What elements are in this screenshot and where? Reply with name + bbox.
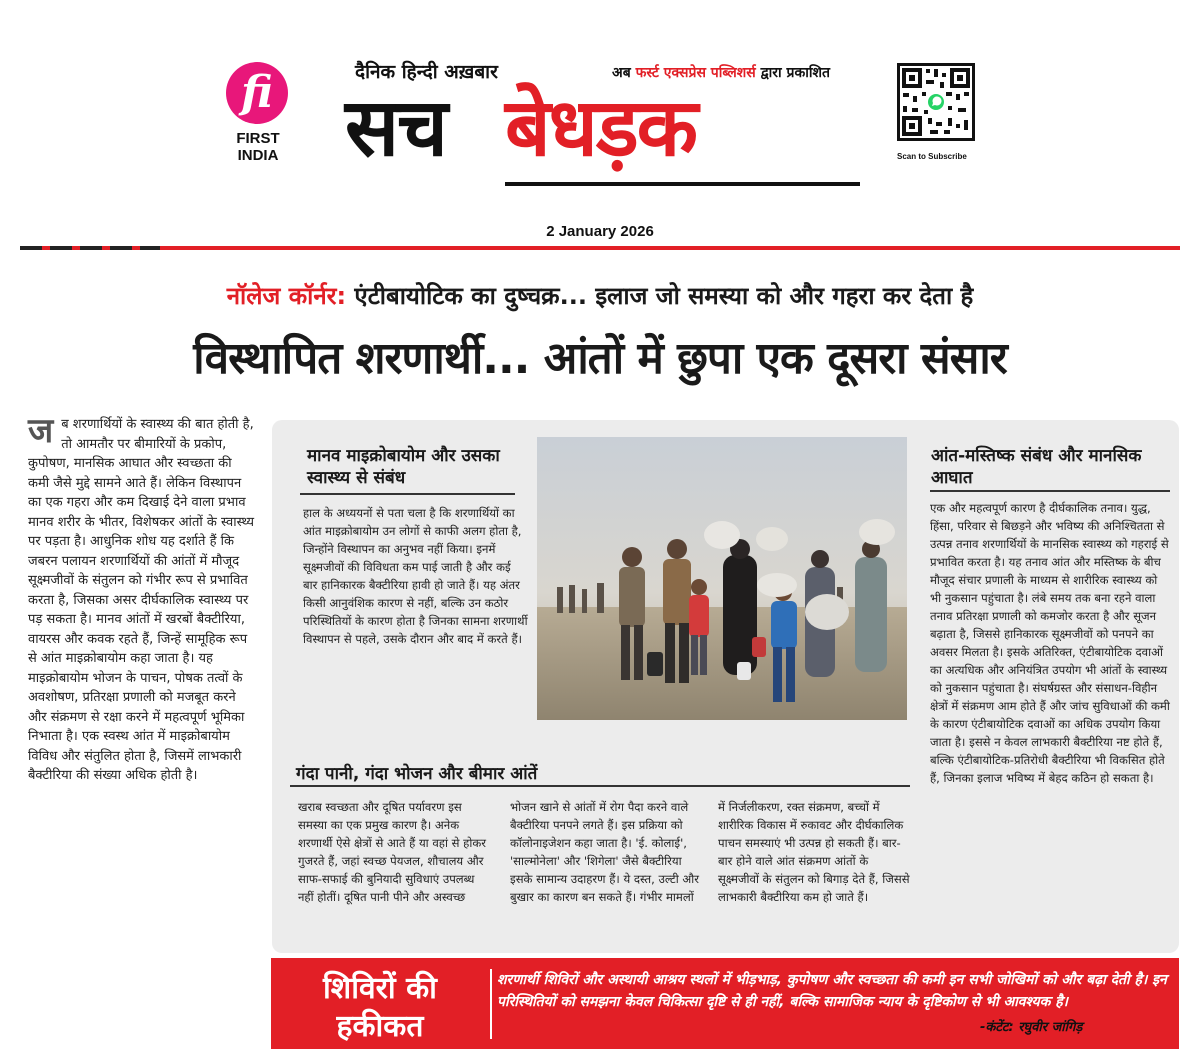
banner-divider	[490, 969, 492, 1039]
section-title-dirty-water: गंदा पानी, गंदा भोजन और बीमार आंतें	[296, 764, 538, 784]
section-body-dirty-water-col2: भोजन खाने से आंतों में रोग पैदा करने वाले बैक्टीरिया पनपने लगते हैं। इस प्रक्रिया को कॉलोनाइजेशन कहा जाता है। 'ई. कोलाई', 'साल्मोनेला' और 'शिगेला' जैसे बैक्टीरिया इसके सामान्य उदाहरण हैं। ये दस्त, उल्टी और बुखार का कारण बन सकते हैं। गंभीर मामलों	[510, 800, 700, 904]
banner-text: शरणार्थी शिविरों और अस्थायी आश्रय स्थलों में भीड़भाड़, कुपोषण और स्वच्छता की कमी इन सभी जोखिमों को और बढ़ा देती है। इन परिस्थितियों को समझना केवल चिकित्सा दृष्टि से ही नहीं, बल्कि सामाजिक न्याय के दृष्टिकोण से भी आवश्यक है।	[497, 972, 1167, 1010]
logo-text-india: INDIA	[237, 147, 279, 164]
section-title-gut-brain: आंत-मस्तिष्क संबंध और मानसिक आघात	[931, 446, 1142, 488]
logo-text	[222, 130, 294, 164]
masthead	[0, 0, 1200, 215]
kicker-text: एंटीबायोटिक का दुष्चक्र... इलाज जो समस्या को और गहरा कर देता है	[346, 282, 974, 310]
section-body-dirty-water-col3: में निर्जलीकरण, रक्त संक्रमण, बच्चों में शारीरिक विकास में रुकावट और दीर्घकालिक पाचन समस्याएं भी उत्पन्न हो सकती हैं। बार-बार होने वाले आंत संक्रमण आंतों के सूक्ष्मजीवों के संतुलन को बिगाड़ देते हैं, जिससे लाभकारी बैक्टीरिया कम हो जाते हैं।	[718, 800, 910, 904]
newspaper-title-part2: बेधड़क	[505, 81, 697, 174]
drop-cap: ज	[28, 411, 54, 451]
section-rule-2	[290, 785, 910, 787]
banner-label-line2: हकीकत	[336, 1009, 424, 1044]
section-rule-1	[300, 493, 515, 495]
intro-column	[28, 411, 256, 786]
masthead-tagline: दैनिक हिन्दी अख़बार	[355, 61, 498, 83]
publisher-suffix: द्वारा प्रकाशित	[755, 65, 830, 81]
banner-label-line1: शिविरों की	[323, 971, 437, 1006]
section-body-gut-brain: एक और महत्वपूर्ण कारण है दीर्घकालिक तनाव। युद्ध, हिंसा, परिवार से बिछड़ने और भविष्य की अनिश्चितता से उत्पन्न तनाव शरणार्थियों के मानसिक स्वास्थ्य को गहराई से प्रभावित करता है। यह तनाव आंत और मस्तिष्क के बीच मौजूद संचार प्रणाली के माध्यम से शारीरिक स्वास्थ्य को भी नुकसान पहुंचाता है। लंबे समय तक बना रहने वाला तनाव प्रतिरक्षा प्रणाली को कमजोर करता है और सूजन बढ़ाता है, जिससे हानिकारक सूक्ष्मजीवों को पनपने का अवसर मिलता है। इसके अतिरिक्त, एंटीबायोटिक दवाओं का अत्यधिक और अनियंत्रित उपयोग भी आंतों के स्वास्थ्य को नुकसान पहुंचाता है। संघर्षग्रस्त और संसाधन-विहीन क्षेत्रों में संक्रमण आम होते हैं और जांच सुविधाओं की कमी के कारण एंटीबायोटिक दवाओं का अधिक उपयोग किया जाता है। इससे न केवल लाभकारी बैक्टीरिया नष्ट होते हैं, बल्कि एंटीबायोटिक-प्रतिरोधी बैक्टीरिया भी विकसित होते हैं, जिनका इलाज भविष्य में बेहद कठिन हो सकता है।	[930, 501, 1170, 785]
issue-date: 2 January 2026	[546, 223, 654, 240]
section-title-microbiome: मानव माइक्रोबायोम और उसका स्वास्थ्य से संबंध	[307, 446, 500, 488]
section-rule-3	[930, 490, 1170, 492]
qr-caption: Scan to Subscribe	[897, 152, 967, 161]
logo-text-first: FIRST	[236, 130, 280, 147]
banner-label	[290, 970, 470, 1046]
title-underline	[505, 182, 860, 186]
section-body-dirty-water-col1: खराब स्वच्छता और दूषित पर्यावरण इस समस्या का एक प्रमुख कारण है। अनेक शरणार्थी ऐसे क्षेत्रों से आते हैं या वहां से होकर गुजरते हैं, जहां स्वच्छ पेयजल, शौचालय और साफ-सफाई की बुनियादी सुविधाएं उपलब्ध नहीं होतीं। दूषित पानी पीने और अस्वच्छ	[298, 800, 486, 904]
intro-text: ब शरणार्थियों के स्वास्थ्य की बात होती है, तो आमतौर पर बीमारियों के प्रकोप, कुपोषण, मानसिक आघात और स्वच्छता की कमी जैसे मुद्दे सामने आते हैं। लेकिन विस्थापन का एक गहरा और कम दिखाई देने वाला प्रभाव मानव शरीर के भीतर, विशेषकर आंतों के स्वास्थ्य पर पड़ता है। आधुनिक शोध यह दर्शाते हैं कि जबरन पलायन शरणार्थियों की आंतों में मौजूद सूक्ष्मजीवों के संतुलन को गंभीर रूप से प्रभावित करता है, जिसका असर दीर्घकालिक स्वास्थ्य पर पड़ सकता है। मानव आंतों में खरबों बैक्टीरिया, वायरस और कवक रहते हैं, जिन्हें सामूहिक रूप से आंत माइक्रोबायोम कहा जाता है। यह माइक्रोबायोम भोजन के पाचन, पोषक तत्वों के अवशोषण, प्रतिरक्षा प्रणाली को मजबूत करने और संक्रमण से रक्षा करने में महत्वपूर्ण भूमिका निभाता है। एक स्वस्थ आंत में माइक्रोबायोम विविध और संतुलित होता है, जिसमें लाभकारी बैक्टीरिया की संख्या अधिक होती है।	[28, 417, 255, 783]
kicker-headline	[0, 280, 1200, 312]
first-india-logo	[222, 62, 294, 172]
main-headline: विस्थापित शरणार्थी... आंतों में छुपा एक दूसरा संसार	[193, 333, 1007, 384]
refugees-walking-photo	[537, 437, 907, 720]
content-credit: -कंटेंट: रघुवीर जांगिड़	[980, 1020, 1083, 1035]
qr-code-icon[interactable]	[897, 63, 975, 141]
publisher-prefix: अब	[612, 65, 636, 81]
logo-letters: fi	[241, 67, 273, 118]
section-body-microbiome: हाल के अध्ययनों से पता चला है कि शरणार्थियों का आंत माइक्रोबायोम उन लोगों से काफी अलग होता है, जिन्होंने विस्थापन का अनुभव नहीं किया। इनमें सूक्ष्मजीवों की विविधता कम पाई जाती है और कई बार हानिकारक बैक्टीरिया हावी हो जाते हैं। यह अंतर किसी आनुवंशिक कारण से नहीं, बल्कि उन कठोर परिस्थितियों के कारण होता है जिनका सामना शरणार्थी विस्थापन से पहले, उसके दौरान और बाद में करते हैं।	[303, 506, 528, 646]
header-red-rule	[20, 246, 1180, 250]
publisher-name: फर्स्ट एक्सप्रेस पब्लिशर्स	[635, 65, 756, 81]
kicker-label: नॉलेज कॉर्नर:	[226, 282, 347, 310]
newspaper-title-part1: सच	[345, 81, 446, 174]
header-rule-dashes	[20, 246, 160, 250]
